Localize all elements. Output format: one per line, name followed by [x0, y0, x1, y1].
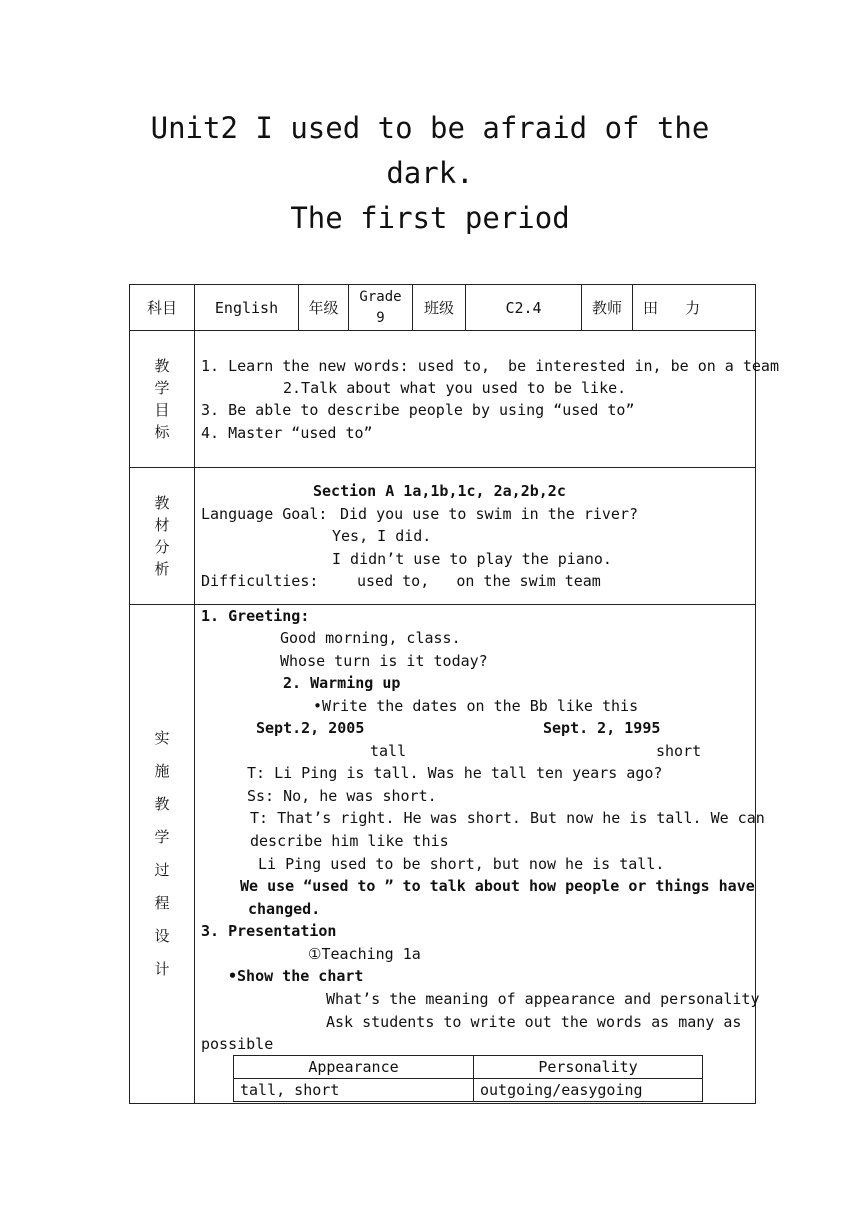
dialogue-line: Ss: No, he was short. [247, 787, 437, 805]
lesson-plan-table [129, 284, 779, 1104]
process-label-char: 设 [154, 927, 170, 945]
dialogue-line: T: That’s right. He was short. But now he is tall. We can [250, 809, 765, 827]
goal-label: Language Goal: [201, 505, 328, 523]
process-label-char: 教 [154, 795, 170, 813]
greeting-line: Whose turn is it today? [280, 652, 488, 670]
word-right: short [656, 742, 702, 760]
grade-value-line-2: 9 [376, 309, 385, 326]
header-row [130, 285, 756, 331]
materials-content [195, 468, 756, 605]
process-label-char: 计 [154, 960, 170, 978]
objective-line: 4. Master “used to” [201, 424, 373, 442]
chart-header-appearance: Appearance [234, 1056, 474, 1079]
warming-title: 2. Warming up [283, 674, 401, 692]
presentation-title: 3. Presentation [201, 922, 337, 940]
process-label-char: 过 [154, 861, 170, 879]
dialogue-line: describe him like this [250, 832, 449, 850]
rule-line: We use “used to ” to talk about how people or things have [240, 877, 755, 895]
possible-line: possible [201, 1035, 274, 1053]
grade-label: 年级 [299, 285, 349, 331]
goal-line: Did you use to swim in the river? [340, 505, 639, 523]
class-label: 班级 [413, 285, 466, 331]
objectives-label-char: 标 [154, 423, 170, 441]
chart-cell-appearance: tall, short [234, 1079, 474, 1102]
rule-line: changed. [248, 900, 321, 918]
process-label [130, 605, 195, 1104]
objective-line: 3. Be able to describe people by using “used to” [201, 401, 635, 419]
process-label-char: 程 [154, 894, 170, 912]
chart-header-personality: Personality [474, 1056, 703, 1079]
grade-value [349, 285, 413, 331]
materials-label-char: 教 [154, 494, 170, 512]
materials-label [130, 468, 195, 605]
subject-value: English [195, 285, 299, 331]
process-label-char: 施 [154, 762, 170, 780]
objective-line: 2.Talk about what you used to be like. [283, 379, 627, 397]
materials-label-char: 析 [154, 560, 170, 578]
dialogue-line: T: Li Ping is tall. Was he tall ten years ago? [247, 764, 663, 782]
section-heading: Section A 1a,1b,1c, 2a,2b,2c [313, 482, 566, 500]
meaning-line: What’s the meaning of appearance and personality [326, 990, 760, 1008]
difficulties-value: used to, on the swim team [357, 572, 601, 590]
dialogue-line: Li Ping used to be short, but now he is tall. [258, 855, 665, 873]
grade-value-line-1: Grade [359, 288, 402, 305]
materials-row [130, 468, 756, 605]
objective-line: 1. Learn the new words: used to, be interested in, be on a team [201, 357, 779, 375]
process-content [195, 605, 765, 1104]
teacher-value: 田 力 [633, 285, 756, 331]
teaching-line: ①Teaching 1a [308, 945, 421, 963]
difficulties-label: Difficulties: [201, 572, 319, 590]
objectives-content [195, 331, 779, 468]
objectives-row [130, 331, 756, 468]
subject-label: 科目 [130, 285, 195, 331]
ask-line: Ask students to write out the words as many as [326, 1013, 742, 1031]
teacher-label: 教师 [582, 285, 633, 331]
process-label-char: 学 [154, 828, 170, 846]
greeting-line: Good morning, class. [280, 629, 461, 647]
date-right: Sept. 2, 1995 [543, 719, 661, 737]
title-line-1: Unit2 I used to be afraid of the [150, 111, 710, 145]
goal-line: I didn’t use to play the piano. [332, 550, 612, 568]
chart-header-row [234, 1056, 703, 1079]
process-label-char: 实 [154, 729, 170, 747]
objectives-label [130, 331, 195, 468]
process-row [130, 605, 756, 1104]
appearance-personality-chart [233, 1055, 703, 1102]
title-line-2: dark. [386, 156, 474, 190]
materials-label-char: 分 [154, 538, 170, 556]
greeting-title: 1. Greeting: [201, 607, 310, 625]
document-title [0, 106, 860, 241]
materials-label-char: 材 [154, 516, 170, 534]
word-left: tall [370, 742, 407, 760]
title-line-3: The first period [290, 201, 570, 235]
warming-bullet: •Write the dates on the Bb like this [313, 697, 639, 715]
chart-data-row [234, 1079, 703, 1102]
objectives-label-char: 目 [154, 401, 170, 419]
goal-line: Yes, I did. [332, 527, 432, 545]
chart-cell-personality: outgoing/easygoing [474, 1079, 703, 1102]
class-value: C2.4 [466, 285, 582, 331]
objectives-label-char: 学 [154, 379, 170, 397]
objectives-label-char: 教 [154, 357, 170, 375]
show-chart-line: •Show the chart [228, 967, 364, 985]
date-left: Sept.2, 2005 [256, 719, 365, 737]
